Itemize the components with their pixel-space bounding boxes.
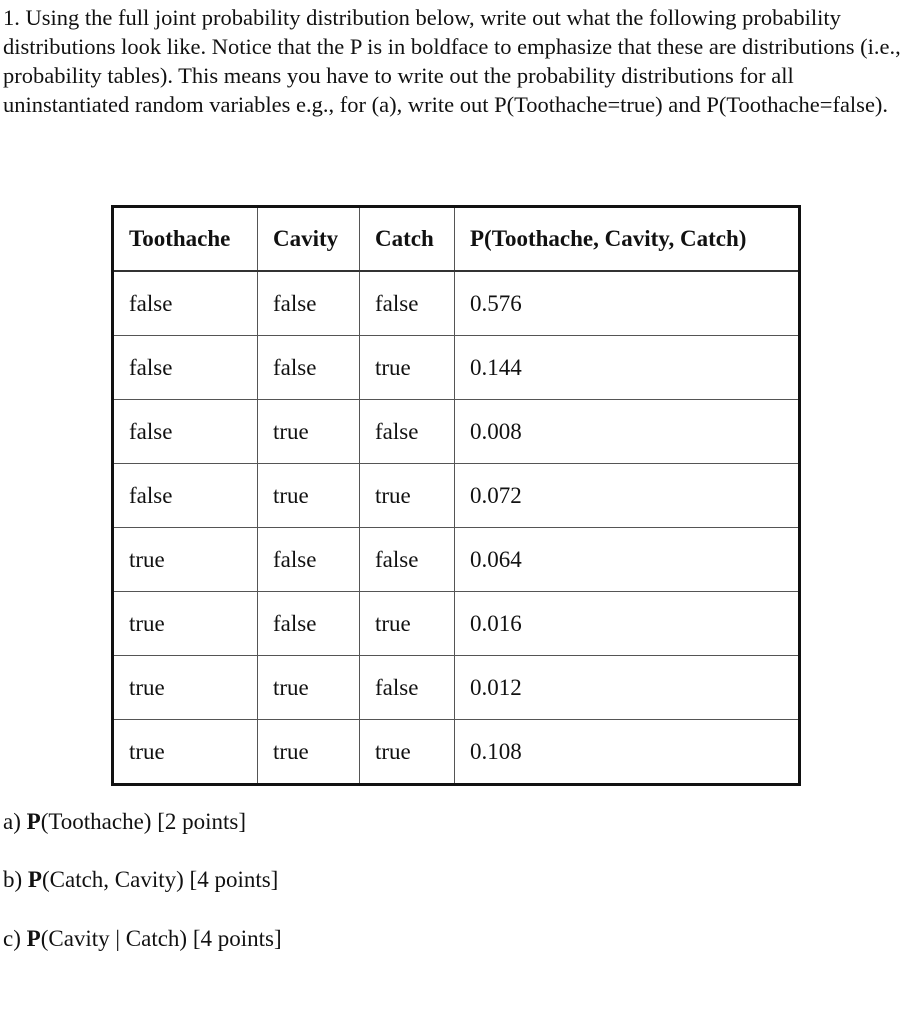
cell-cavity: true	[258, 400, 360, 464]
question-a-prefix: a)	[3, 809, 27, 834]
question-b-prefix: b)	[3, 867, 28, 892]
cell-probability: 0.012	[455, 656, 800, 720]
cell-cavity: true	[258, 656, 360, 720]
cell-probability: 0.016	[455, 592, 800, 656]
question-b	[3, 866, 278, 894]
cell-probability: 0.108	[455, 720, 800, 785]
table-row	[113, 592, 800, 656]
cell-toothache: true	[113, 528, 258, 592]
cell-catch: false	[360, 656, 455, 720]
table-row	[113, 336, 800, 400]
question-c	[3, 925, 282, 953]
cell-catch: false	[360, 271, 455, 336]
question-c-text: (Cavity | Catch) [4 points]	[40, 926, 282, 951]
table-header-row	[113, 207, 800, 272]
cell-toothache: false	[113, 271, 258, 336]
question-a-bold-p: P	[26, 809, 41, 834]
cell-catch: false	[360, 528, 455, 592]
cell-cavity: false	[258, 528, 360, 592]
cell-probability: 0.064	[455, 528, 800, 592]
cell-toothache: false	[113, 336, 258, 400]
table-row	[113, 271, 800, 336]
cell-cavity: false	[258, 592, 360, 656]
header-cavity: Cavity	[258, 207, 360, 272]
cell-catch: true	[360, 336, 455, 400]
question-b-bold-p: P	[27, 867, 42, 892]
cell-cavity: true	[258, 720, 360, 785]
table-row	[113, 656, 800, 720]
table-row	[113, 720, 800, 785]
header-catch: Catch	[360, 207, 455, 272]
cell-toothache: false	[113, 400, 258, 464]
cell-toothache: true	[113, 592, 258, 656]
question-b-text: (Catch, Cavity) [4 points]	[41, 867, 279, 892]
question-c-prefix: c)	[3, 926, 27, 951]
cell-catch: true	[360, 720, 455, 785]
cell-catch: true	[360, 592, 455, 656]
cell-cavity: false	[258, 336, 360, 400]
cell-toothache: true	[113, 720, 258, 785]
table-row	[113, 464, 800, 528]
question-a	[3, 808, 246, 836]
table-row	[113, 400, 800, 464]
header-joint-probability: P(Toothache, Cavity, Catch)	[455, 207, 800, 272]
joint-probability-table	[111, 205, 801, 786]
cell-catch: true	[360, 464, 455, 528]
cell-probability: 0.072	[455, 464, 800, 528]
cell-probability: 0.576	[455, 271, 800, 336]
cell-probability: 0.008	[455, 400, 800, 464]
problem-statement: 1. Using the full joint probability distribution below, write out what the following probability distributions look like. Notice that the P is in boldface to emphasize that these are distributions (i.e., probability tables). This means you have to write out the probability distributions for all uninstantiated random variables e.g., for (a), write out P(Toothache=true) and P(Toothache=false).	[3, 5, 901, 117]
cell-probability: 0.144	[455, 336, 800, 400]
cell-toothache: true	[113, 656, 258, 720]
cell-toothache: false	[113, 464, 258, 528]
header-toothache: Toothache	[113, 207, 258, 272]
cell-cavity: false	[258, 271, 360, 336]
question-a-text: (Toothache) [2 points]	[40, 809, 247, 834]
table-row	[113, 528, 800, 592]
question-c-bold-p: P	[26, 926, 41, 951]
cell-cavity: true	[258, 464, 360, 528]
cell-catch: false	[360, 400, 455, 464]
